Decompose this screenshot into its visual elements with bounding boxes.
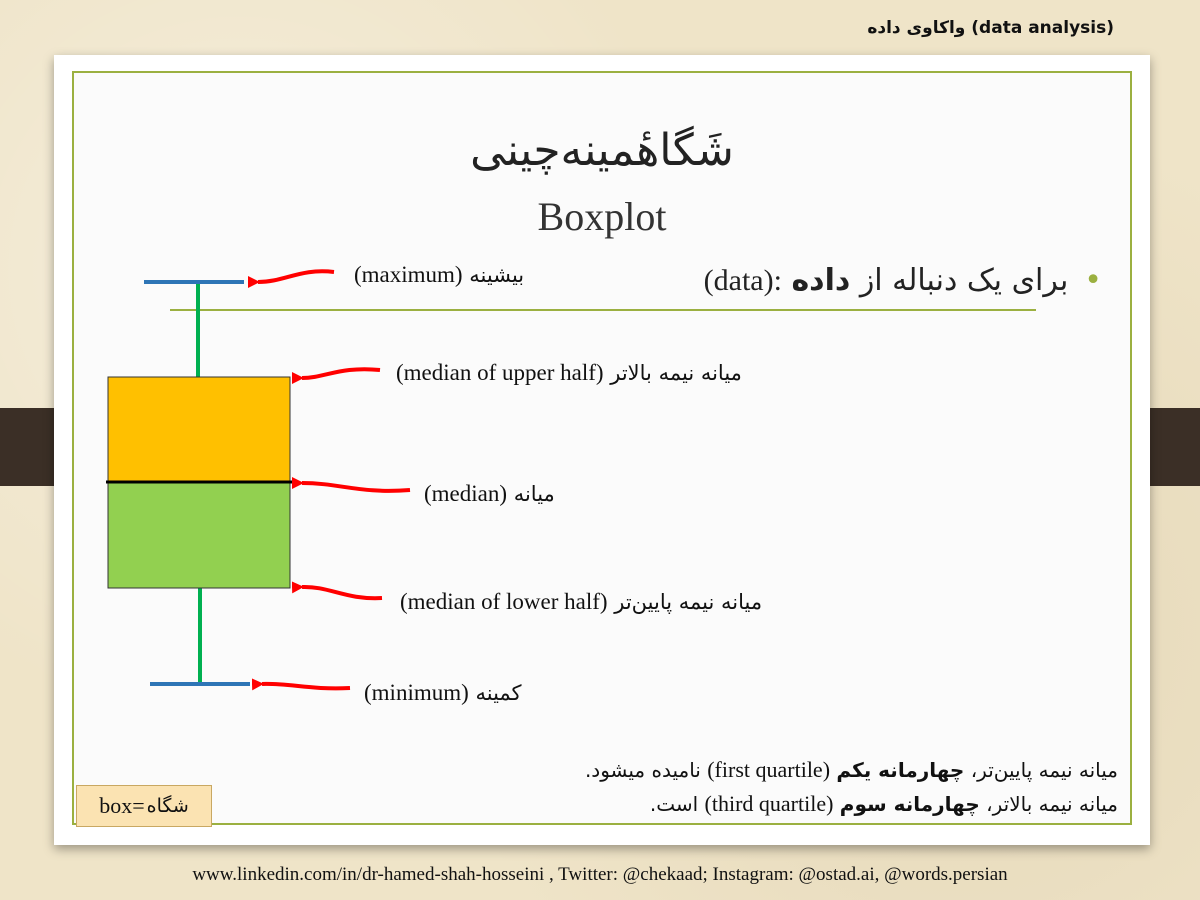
arrow-lower-median xyxy=(302,587,382,598)
slide-title-english: Boxplot xyxy=(537,194,667,239)
label-minimum-fa: کمینه xyxy=(475,681,522,705)
label-upper-median-fa: میانه نیمه بالاتر xyxy=(610,361,742,385)
note1-bold: چهارمانه یکم xyxy=(836,758,965,782)
note2-prefix: میانه نیمه بالاتر، xyxy=(986,792,1118,816)
lower-box xyxy=(108,482,290,588)
legend-fa: شگاه xyxy=(146,795,189,817)
label-upper-median-en: (median of upper half) xyxy=(396,360,604,385)
bullet-dot-icon: • xyxy=(1084,263,1102,298)
legend-en: box= xyxy=(99,793,145,818)
label-lower-median-fa: میانه نیمه پایین‌تر xyxy=(614,590,763,614)
upper-box xyxy=(108,377,290,482)
bullet-paren: (data): xyxy=(703,264,782,297)
note2-bold: چهارمانه سوم xyxy=(839,792,980,816)
arrow-upper-median xyxy=(302,369,380,378)
arrow-minimum xyxy=(262,684,350,688)
note2-suffix: است. xyxy=(649,792,699,816)
slide-title-persian: شَگاهٔمینه‌چینی xyxy=(470,125,734,176)
note1-en: (first quartile) xyxy=(707,757,831,782)
note2-en: (third quartile) xyxy=(704,791,834,816)
label-maximum-fa: بیشینه xyxy=(469,263,525,287)
label-maximum-en: (maximum) xyxy=(354,262,463,287)
arrow-maximum xyxy=(258,271,334,282)
label-median-fa: میانه xyxy=(513,482,555,506)
label-minimum-en: (minimum) xyxy=(364,680,469,705)
arrow-median xyxy=(302,483,410,491)
note1-suffix: نامیده میشود. xyxy=(584,758,701,782)
header-title: واکاوی داده (data analysis) xyxy=(867,18,1114,38)
bullet-bold-word: داده xyxy=(791,263,851,298)
label-median-en: (median) xyxy=(424,481,508,506)
label-lower-median-en: (median of lower half) xyxy=(400,589,608,614)
note1-prefix: میانه نیمه پایین‌تر، xyxy=(970,758,1118,782)
footer-credits: www.linkedin.com/in/dr-hamed-shah-hosseini , Twitter: @chekaad; Instagram: @ostad.ai, @words.persian xyxy=(192,864,1008,885)
bullet-prefix: برای یک دنباله از xyxy=(859,263,1069,298)
